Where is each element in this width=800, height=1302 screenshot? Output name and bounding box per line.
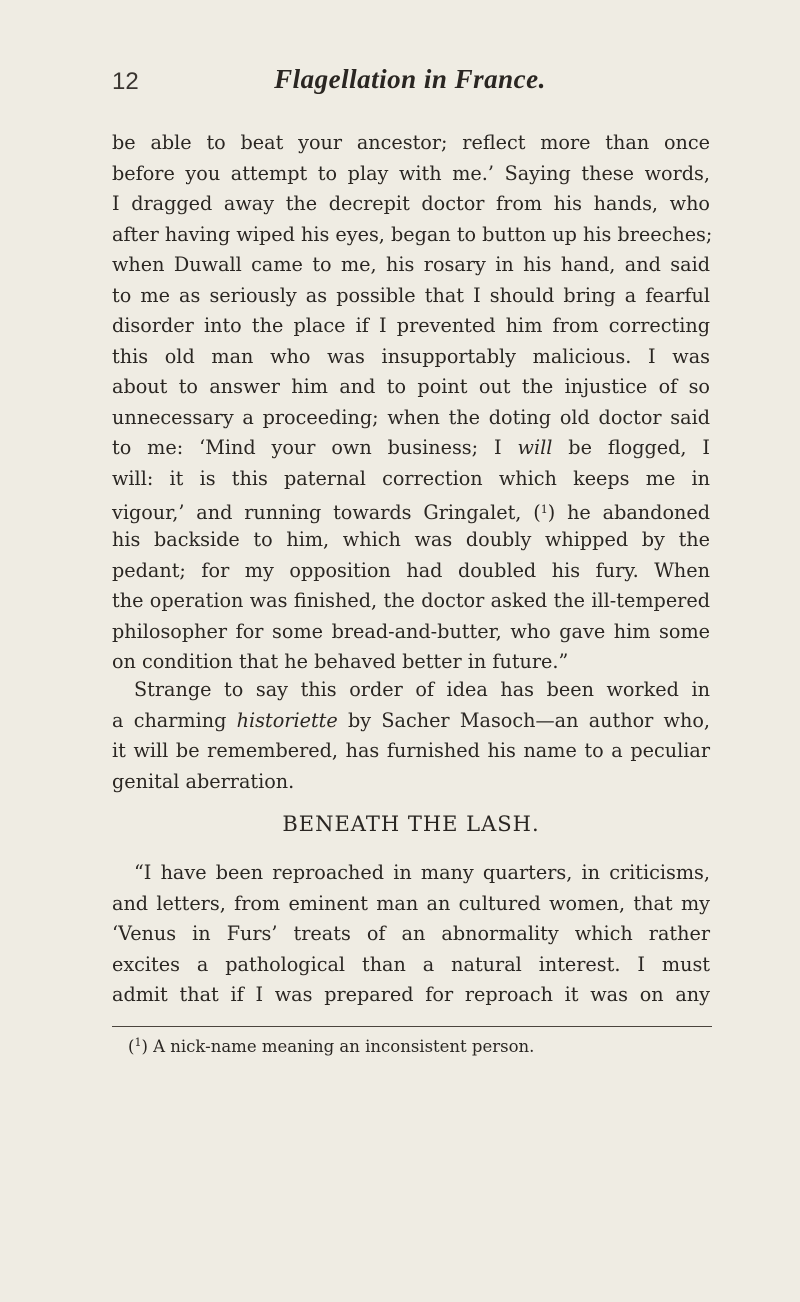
paragraph-3 (112, 858, 710, 1011)
text-run: vigour,’ and running towards Gringalet, ( (112, 500, 541, 524)
text-line: this old man who was insupportably malicious. I was (112, 344, 710, 368)
text-line: when Duwall came to me, his rosary in his hand, and said (112, 253, 710, 277)
text-line: genital aberration. (112, 769, 295, 793)
text-line: before you attempt to play with me.’ Saying these words, (112, 161, 710, 185)
text-line: philosopher for some bread-and-butter, who gave him some (112, 619, 710, 643)
text-line: “I have been reproached in many quarters, in criticisms, (134, 861, 710, 884)
footnote-paren-open: ( (128, 1037, 135, 1056)
text-run: be flogged, I (552, 436, 710, 460)
text-line: will: it is this paternal correction which keeps me in (112, 467, 710, 491)
text-line: it will be remembered, has furnished his name to a peculiar (112, 739, 710, 763)
text-line: I dragged away the decrepit doctor from his hands, who (112, 192, 710, 216)
text-line: and letters, from eminent man an cultured women, that my (112, 891, 710, 915)
text-line: be able to beat your ancestor; reflect more than once (112, 131, 710, 154)
page-number: 12 (112, 68, 139, 95)
text-line: after having wiped his eyes, began to button up his breeches; (112, 222, 713, 246)
text-line: ‘Venus in Furs’ treats of an abnormality which rather (112, 922, 710, 946)
text-line: on condition that he behaved better in future.” (112, 650, 569, 674)
text-line: about to answer him and to point out the injustice of so (112, 375, 710, 399)
text-line: to me as seriously as possible that I should bring a fearful (112, 283, 710, 307)
running-head (112, 64, 708, 104)
paragraph-2 (112, 675, 710, 797)
text-line: his backside to him, which was doubly whipped by the (112, 528, 710, 552)
text-line: admit that if I was prepared for reproach it was on any (112, 983, 710, 1007)
footnote-number: 1 (134, 1036, 142, 1049)
text-run: ) he abandoned (547, 500, 710, 524)
text-line: disorder into the place if I prevented him from correcting (112, 314, 710, 338)
footnote-text: A nick-name meaning an inconsistent person. (147, 1037, 535, 1056)
text-run: by Sacher Masoch—an author who, (337, 708, 710, 732)
text-line: Strange to say this order of idea has been worked in (134, 678, 710, 701)
text-line (112, 706, 710, 737)
emphasis: will (517, 436, 553, 460)
text-line: unnecessary a proceeding; when the doting old doctor said (112, 405, 710, 429)
section-heading: BENEATH THE LASH. (282, 812, 540, 836)
text-run: a charming (112, 708, 237, 732)
text-line: pedant; for my opposition had doubled his fury. When (112, 558, 710, 582)
text-line (112, 433, 710, 464)
paragraph-1 (112, 128, 713, 678)
emphasis: historiette (236, 708, 338, 732)
footnote-ref: 1 (540, 502, 548, 516)
text-run: to me: ‘Mind your own business; I (112, 436, 502, 460)
footnote (128, 1036, 534, 1056)
footnote-paren-close: ) (141, 1037, 148, 1056)
footnote-divider (112, 1026, 712, 1027)
text-line (112, 495, 710, 526)
text-line: the operation was finished, the doctor asked the ill-tempered (112, 589, 710, 613)
running-title: Flagellation in France. (274, 64, 546, 94)
text-line: excites a pathological than a natural interest. I must (112, 952, 710, 976)
